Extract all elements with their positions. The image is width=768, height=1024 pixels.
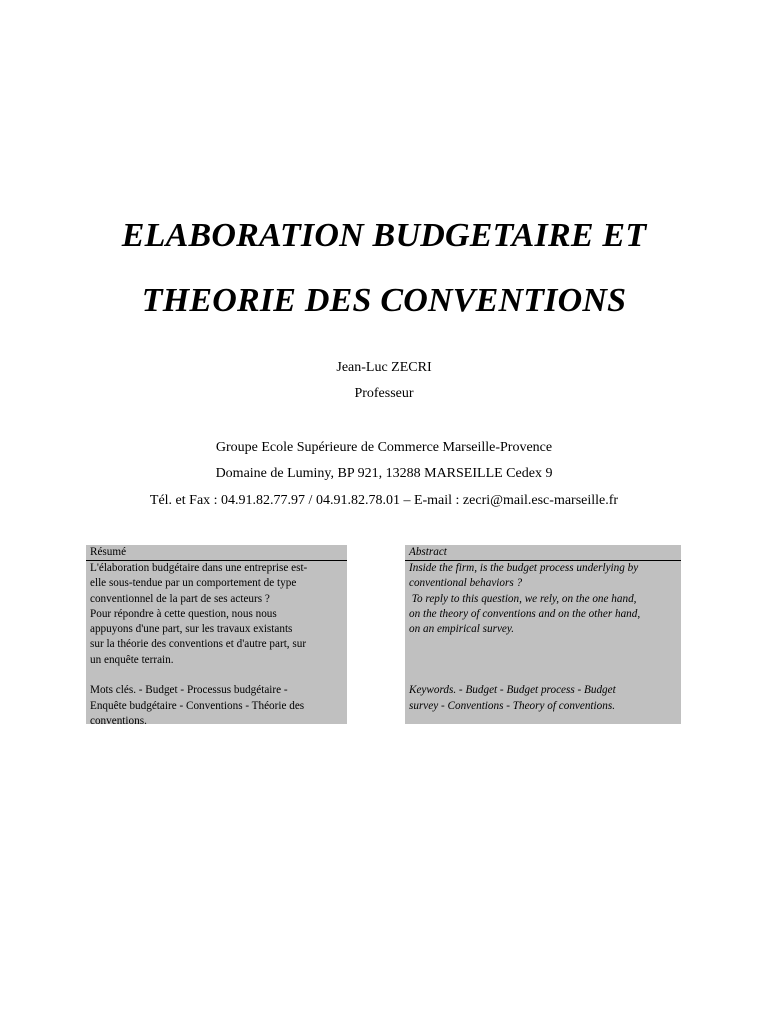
abstract-heading: Abstract <box>405 545 681 561</box>
abstract-line: on an empirical survey. <box>409 623 515 636</box>
abstract-line: To reply to this question, we rely, on the one hand, <box>409 592 637 605</box>
abstract-line: Inside the firm, is the budget process underlying by <box>409 562 639 574</box>
institution: Groupe Ecole Supérieure de Commerce Marseille-Provence <box>215 440 553 455</box>
abstract-keywords-line: Keywords. - Budget - Budget process - Budget <box>409 684 616 697</box>
abstract-keywords-line: survey - Conventions - Theory of conventions. <box>409 699 615 712</box>
resume-line: appuyons d'une part, sur les travaux existants <box>90 623 293 636</box>
paragraph-spacer <box>409 668 677 683</box>
paragraph-spacer <box>90 668 343 683</box>
resume-keywords-line: conventions. <box>90 714 147 727</box>
paper-title-line-2: THEORIE DES CONVENTIONS <box>141 282 627 319</box>
resume-keywords-line: Mots clés. - Budget - Processus budgétaire - <box>90 684 288 697</box>
paragraph-spacer <box>409 653 677 668</box>
abstract-box <box>405 545 681 724</box>
author-name: Jean-Luc ZECRI <box>336 360 432 375</box>
contact-info: Tél. et Fax : 04.91.82.77.97 / 04.91.82.78.01 – E-mail : zecri@mail.esc-marseille.fr <box>149 493 619 508</box>
resume-box <box>86 545 347 727</box>
resume-line: conventionnel de la part de ses acteurs ? <box>90 592 270 605</box>
resume-line: Pour répondre à cette question, nous nous <box>90 607 277 620</box>
resume-keywords-line: Enquête budgétaire - Conventions - Théorie des <box>90 699 305 712</box>
resume-line: sur la théorie des conventions et d'autre part, sur <box>90 638 307 651</box>
abstract-line: conventional behaviors ? <box>409 577 523 590</box>
resume-line: L'élaboration budgétaire dans une entreprise est- <box>90 562 308 574</box>
abstract-body <box>405 561 681 714</box>
resume-heading: Résumé <box>86 545 347 561</box>
abstract-line: on the theory of conventions and on the other hand, <box>409 607 641 620</box>
author-role: Professeur <box>354 386 414 401</box>
resume-line: un enquête terrain. <box>90 653 174 666</box>
resume-line: elle sous-tendue par un comportement de type <box>90 577 297 590</box>
paragraph-spacer <box>409 637 677 652</box>
address: Domaine de Luminy, BP 921, 13288 MARSEILLE Cedex 9 <box>215 466 553 481</box>
paper-title-line-1: ELABORATION BUDGETAIRE ET <box>121 217 647 254</box>
resume-body <box>86 561 347 729</box>
